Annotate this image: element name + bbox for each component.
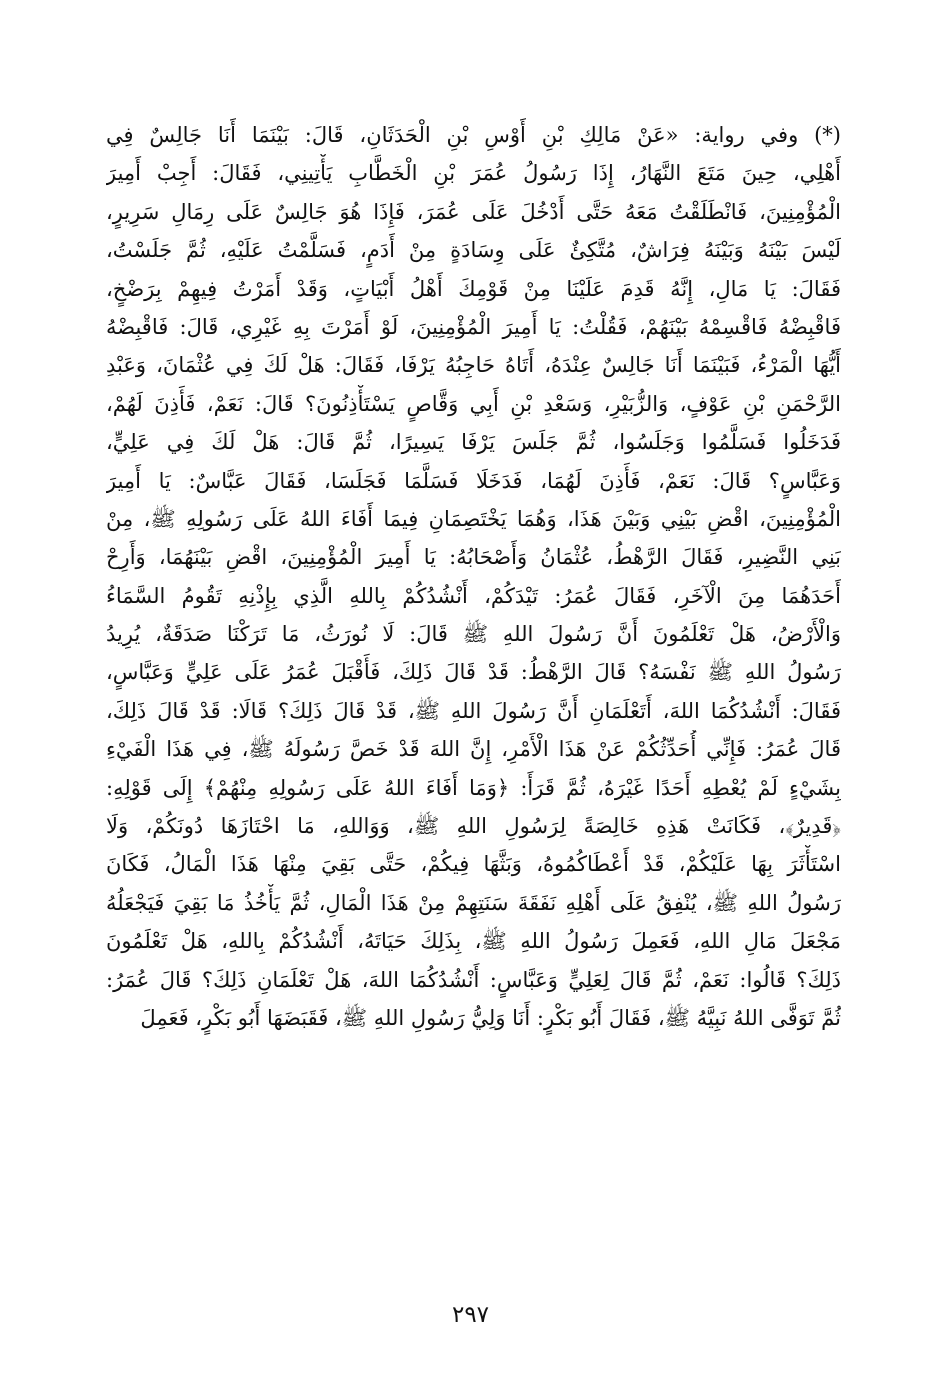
- text-line: الْمُؤْمِنِينَ، فَانْطَلَقْتُ مَعَهُ حَتَّى أَدْخُلَ عَلَى عُمَرَ، فَإِذَا هُوَ جَالِسٌ عَلَى رِمَالِ سَرِيرٍ،: [106, 199, 841, 224]
- text-line: رَسُولُ اللهِ ﷺ نَفْسَهُ؟ قَالَ الرَّهْطُ: قَدْ قَالَ ذَلِكَ، فَأَقْبَلَ عُمَرُ عَلَى عَلِيٍّ وَعَبَّاسٍ،: [106, 660, 841, 685]
- text-line: ﴿قَدِيرٌ﴾، فَكَانَتْ هَذِهِ خَالِصَةً لِرَسُولِ اللهِ ﷺ، وَوَاللهِ، مَا احْتَازَهَا دُونَكُمْ، وَلَا: [106, 814, 841, 839]
- text-line: فَدَخَلُوا فَسَلَّمُوا وَجَلَسُوا، ثُمَّ جَلَسَ يَرْفَا يَسِيرًا، ثُمَّ قَالَ: هَلْ لَكَ فِي عَلِيٍّ،: [106, 430, 841, 455]
- text-line: فَقَالَ: يَا مَالِ، إِنَّهُ قَدِمَ عَلَيْنَا مِنْ قَوْمِكَ أَهْلُ أَبْيَاتٍ، وَقَدْ أَمَرْتُ فِيهِمْ بِرَضْخٍ،: [106, 276, 841, 301]
- text-line: الرَّحْمَنِ بْنِ عَوْفٍ، وَالزُّبَيْرِ، وَسَعْدِ بْنِ أَبِي وَقَّاصٍ يَسْتَأْذِنُونَ؟ قَالَ: نَعَمْ، فَأَذِنَ لَهُمْ،: [106, 391, 841, 416]
- text-line: أَهْلِي، حِينَ مَتَعَ النَّهَارُ، إِذَا رَسُولُ عُمَرَ بْنِ الْخَطَّابِ يَأْتِينِي، فَقَالَ: أَجِبْ أَمِيرَ: [106, 161, 841, 186]
- text-line: وَعَبَّاسٍ؟ قَالَ: نَعَمْ، فَأَذِنَ لَهُمَا، فَدَخَلَا فَسَلَّمَا فَجَلَسَا، فَقَالَ عَبَّاسٌ: يَا أَمِيرَ: [106, 468, 841, 493]
- text-line: رَسُولُ اللهِ ﷺ، يُنْفِقُ عَلَى أَهْلِهِ نَفَقَةَ سَنَتِهِمْ مِنْ هَذَا الْمَالِ، ثُمَّ يَأْخُذُ مَا بَقِيَ فَيَجْعَلُهُ: [106, 890, 841, 915]
- page-number: ٢٩٧: [451, 1302, 490, 1328]
- text-line: بِشَيْءٍ لَمْ يُعْطِهِ أَحَدًا غَيْرَهُ، ثُمَّ قَرَأَ: ﴿وَمَا أَفَاءَ اللهُ عَلَى رَسُولِهِ مِنْهُمْ﴾ إِلَى قَوْلِهِ:: [106, 775, 841, 800]
- text-line: ثُمَّ تَوَفَّى اللهُ نَبِيَّهُ ﷺ، فَقَالَ أَبُو بَكْرٍ: أَنَا وَلِيُّ رَسُولِ اللهِ ﷺ، فَقَبَضَهَا أَبُو بَكْرٍ، فَعَمِلَ: [140, 1005, 841, 1030]
- text-line: الْمُؤْمِنِينَ، اقْضِ بَيْنِي وَبَيْنَ هَذَا، وَهُمَا يَخْتَصِمَانِ فِيمَا أَفَاءَ اللهُ عَلَى رَسُولِهِ ﷺ، مِنْ: [106, 506, 841, 531]
- text-line: قَالَ عُمَرُ: فَإِنِّي أُحَدِّثُكُمْ عَنْ هَذَا الْأَمْرِ، إِنَّ اللهَ قَدْ خَصَّ رَسُولَهُ ﷺ، فِي هَذَا الْفَيْءِ: [106, 737, 841, 762]
- text-line: مَجْعَلَ مَالِ اللهِ، فَعَمِلَ رَسُولُ اللهِ ﷺ، بِذَلِكَ حَيَاتَهُ، أَنْشُدُكُمْ بِاللهِ، هَلْ تَعْلَمُونَ: [106, 929, 841, 954]
- text-line: أَيُّهَا الْمَرْءُ، فَبَيْنَمَا أَنَا جَالِسٌ عِنْدَهُ، أَتَاهُ حَاجِبُهُ يَرْفَا، فَقَالَ: هَلْ لَكَ فِي عُثْمَانَ، وَعَبْدِ: [106, 353, 841, 378]
- text-line: ذَلِكَ؟ قَالُوا: نَعَمْ، ثُمَّ قَالَ لِعَلِيٍّ وَعَبَّاسٍ: أَنْشُدُكُمَا اللهَ، هَلْ تَعْلَمَانِ ذَلِكَ؟ قَالَ عُمَرُ:: [106, 967, 841, 992]
- hadith-paragraph: [106, 116, 841, 1037]
- text-line: فَاقْبِضْهُ فَاقْسِمْهُ بَيْنَهُمْ، فَقُلْتُ: يَا أَمِيرَ الْمُؤْمِنِينَ، لَوْ أَمَرْتَ بِهِ غَيْرِي، قَالَ: فَاقْبِضْهُ: [106, 314, 841, 339]
- text-line: لَيْسَ بَيْنَهُ وَبَيْنَهُ فِرَاشٌ، مُتَّكِئٌ عَلَى وِسَادَةٍ مِنْ أَدَمٍ، فَسَلَّمْتُ عَلَيْهِ، ثُمَّ جَلَسْتُ،: [106, 238, 841, 263]
- text-line: وَالْأَرْضُ، هَلْ تَعْلَمُونَ أَنَّ رَسُولَ اللهِ ﷺ قَالَ: لَا نُورَثُ، مَا تَرَكْنَا صَدَقَةٌ، يُرِيدُ: [106, 622, 841, 647]
- text-line: أَحَدَهُمَا مِنَ الْآخَرِ، فَقَالَ عُمَرُ: تَيْدَكُمْ، أَنْشُدُكُمْ بِاللهِ الَّذِي بِإِذْنِهِ تَقُومُ السَّمَاءُ: [106, 583, 841, 608]
- text-line: اسْتَأْثَرَ بِهَا عَلَيْكُمْ، قَدْ أَعْطَاكُمُوهُ، وَبَثَّهَا فِيكُمْ، حَتَّى بَقِيَ مِنْهَا هَذَا الْمَالُ، فَكَانَ: [106, 852, 841, 877]
- text-line: (*) وفي رواية: «عَنْ مَالِكِ بْنِ أَوْسِ بْنِ الْحَدَثَانِ، قَالَ: بَيْنَمَا أَنَا جَالِسٌ فِي: [106, 123, 841, 147]
- text-line: بَنِي النَّضِيرِ، فَقَالَ الرَّهْطُ، عُثْمَانُ وَأَصْحَابُهُ: يَا أَمِيرَ الْمُؤْمِنِينَ، اقْضِ بَيْنَهُمَا، وَأَرِحْ: [106, 545, 841, 570]
- text-line: فَقَالَ: أَنْشُدُكُمَا اللهَ، أَتَعْلَمَانِ أَنَّ رَسُولَ اللهِ ﷺ، قَدْ قَالَ ذَلِكَ؟ قَالَا: قَدْ قَالَ ذَلِكَ،: [106, 698, 841, 723]
